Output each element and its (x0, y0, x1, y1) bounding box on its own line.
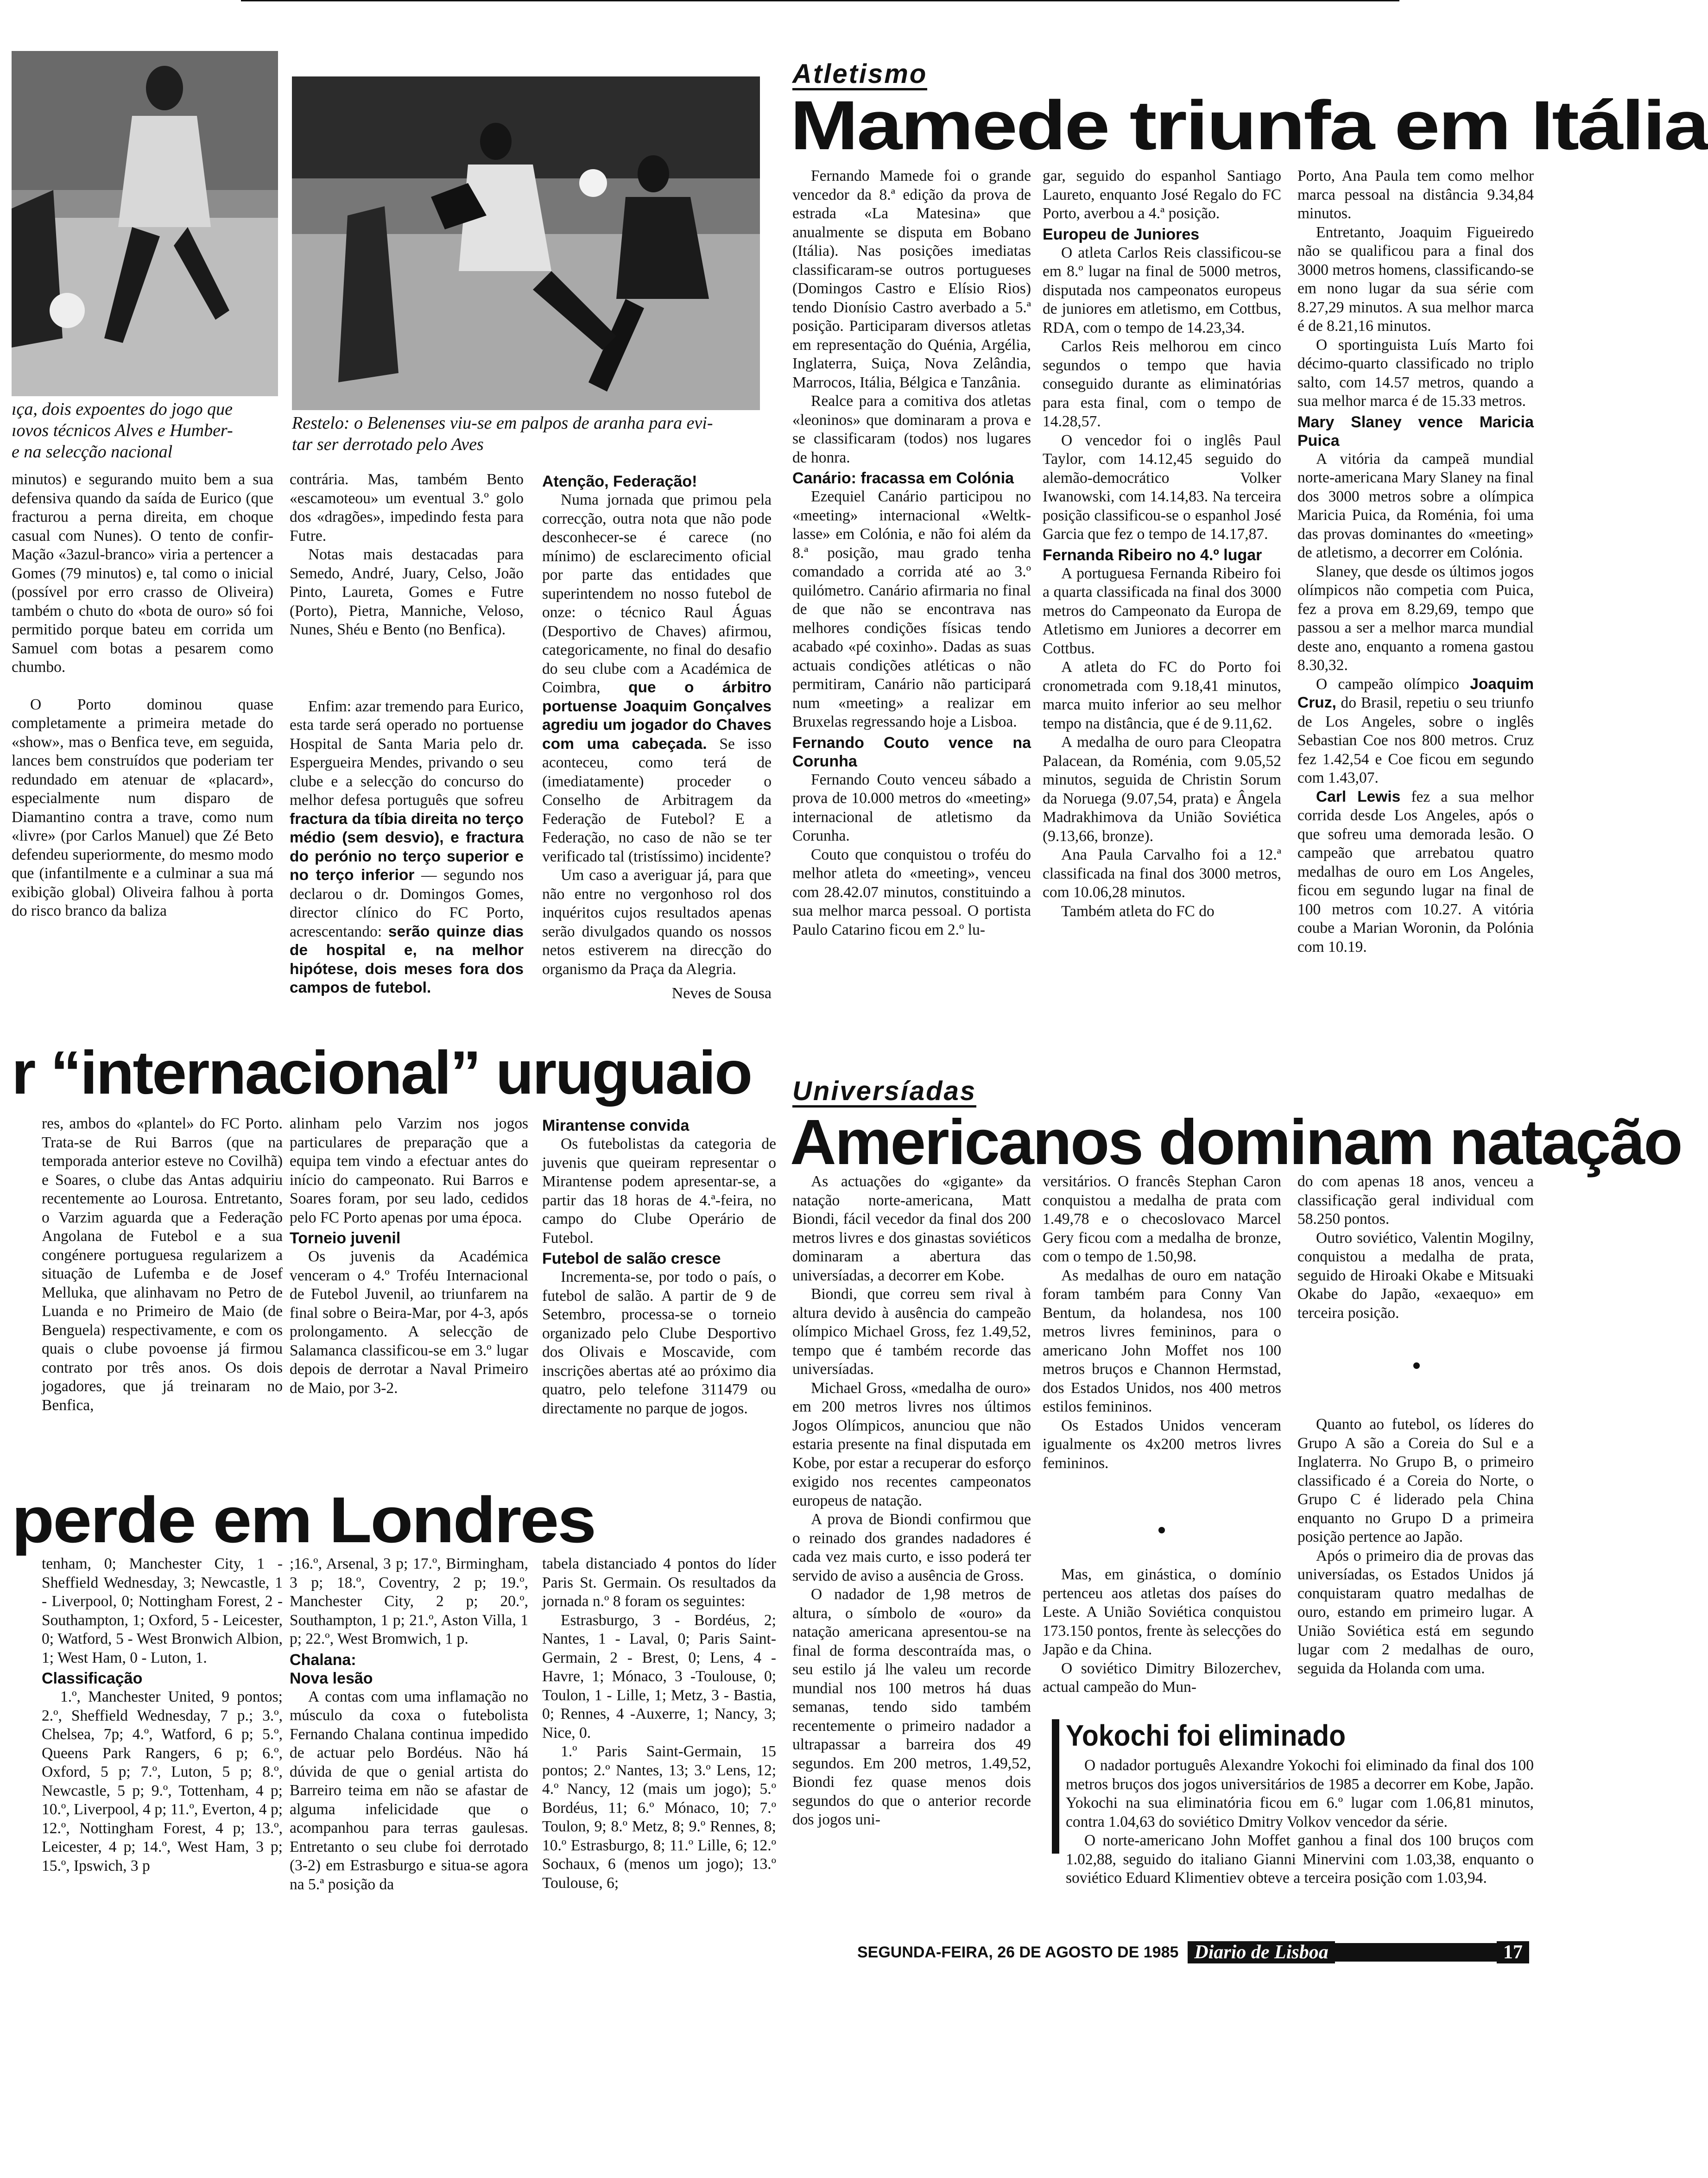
text-run: O campeão olímpico (1316, 675, 1470, 693)
paragraph: Slaney, que desde os últimos jogos olímpicos não competia com Puica, fez a prova em 8.29,69, tempo que passou a ser a melhor marca mundial deste ano, enquanto a romena gastou 8.30,32. (1297, 563, 1534, 674)
londres-headline: perde em Londres (12, 1483, 595, 1556)
paragraph: O norte-americano John Moffet ganhou a final dos 100 bruços com 1.02,88, seguido do italiano Gianni Minervini com 1.03,38, enquanto o soviético Eduard Klimentiev obteve a terceira posição com 1.03,94. (1066, 1832, 1534, 1887)
paragraph: alinham pelo Varzim nos jogos particulares de preparação que a equipa tem vindo a efectuar antes do início do campeonato. Rui Barros e Soares foram, por seu lado, cedidos pelo FC Porto apenas por uma época. (290, 1115, 528, 1226)
paragraph: tabela distanciado 4 pontos do líder Paris St. Germain. Os resultados da jornada n.º 8 foram os seguintes: (542, 1555, 776, 1610)
paragraph: res, ambos do «plantel» do FC Porto. Trata-se de Rui Barros (que na temporada anterior esteve no Covilhã) e Soares, o clube das Antas adquiriu recentemente ao Lourosa. Entretanto, o Varzim aguarda que a Federação Angolana de Futebol e a sua congénere portuguesa regularizem a situação de Lufemba e de Josef Melluka, que alinhavam no Petro de Luanda e no Primeiro de Maio (de Benguela) respectivamente, e com os quais o clube povoense já firmou contrato por três anos. Os dois jogadores, que já treinaram no Benfica, (42, 1115, 283, 1414)
porto-story-col1 (12, 470, 273, 1029)
paragraph: Fernando Couto venceu sábado a prova de 10.000 metros do «meeting» internacional de atletismo da Corunha. (792, 771, 1031, 844)
paragraph: ;16.º, Arsenal, 3 p; 17.º, Birmingham, 3 p; 18.º, Coventry, 2 p; 19.º, Manchester City, 2 p; 20.º, Southampton, 1 p; 21.º, Aston Villa, 1 p; 22.º, West Bromwich, 1 p. (290, 1555, 528, 1647)
caption-line: ıça, dois expoentes do jogo que (12, 399, 233, 419)
text-run-bold: serão quinze dias de hospital e, na melhor hipótese, dois meses fora dos campos de futebol. (290, 923, 524, 996)
text-run-bold: Carl Lewis (1316, 788, 1401, 805)
section-subhead: Torneio juvenil (290, 1229, 401, 1247)
paragraph: Também atleta do FC do (1061, 902, 1215, 920)
caption-line: e na selecção nacional (12, 442, 173, 462)
section-subhead: Europeu de Juniores (1043, 225, 1200, 243)
paragraph: A medalha de ouro para Cleopatra Palacean, da Roménia, com 9.05,52 minutos, seguida de Christin Sorum da Noruega (9.07,54, prata) e Ângela Madrakhimova da União Soviética (9.13,66, bronze). (1043, 734, 1281, 845)
section-subhead: Mirantense convida (542, 1117, 690, 1134)
paragraph: Após o primeiro dia de provas das universíadas, os Estados Unidos já conquistaram quatro medalhas de ouro, estando em primeiro lugar. A União Soviética está em segundo lugar com 2 medalhas de ouro, seguida da Holanda com uma. (1297, 1547, 1534, 1677)
paragraph: tenham, 0; Manchester City, 1 -Sheffield Wednesday, 3; Newcastle, 1 - Liverpool, 0; Nottingham Forest, 2 - Southampton, 1; Oxford, 5 - Leicester, 0; Watford, 5 - West Bronwich Albion, 1; West Ham, 0 - Luton, 1. (42, 1555, 283, 1666)
paragraph: O soviético Dimitry Bilozerchev, actual campeão do Mun- (1043, 1659, 1281, 1696)
paragraph: O Porto dominou quase completamente a primeira metade do «show», mas o Benfica teve, em seguida, lances bem construídos que poderiam ter redundado em atenuar de «placard», especialmente num disparo de Diamantino contra a trave, como num «livre» (por Carlos Manuel) que Zé Beto defendeu superiormente, do mesmo modo que (infantilmente e a culminar a sua má exibição global) Oliveira falhou à porta do risco branco da baliza (12, 696, 273, 919)
text-run: do Brasil, repetiu o seu triunfo de Los Angeles, sobre o inglês Sebastian Coe nos 800 metros. Cruz fez 1.42,54 e Coe ficou em segundo com 1.43,07. (1297, 694, 1534, 786)
paragraph (542, 491, 772, 866)
section-subhead: Futebol de salão cresce (542, 1250, 721, 1267)
author-signature: Neves de Sousa (671, 985, 772, 1002)
atletismo-kicker: Atletismo (792, 60, 927, 90)
paragraph: contrária. Mas, também Bento «escamoteou» um eventual 3.º golo dos «dragões», impedindo festa para Futre. (290, 471, 524, 544)
londres-col2 (290, 1555, 528, 2102)
belenenses-match-image (292, 76, 760, 410)
paragraph: Fernando Mamede foi o grande vencedor da 8.ª edição da prova de estrada «La Matesina» que anualmente se disputa em Bobano (Itália). Nas posições imediatas classificaram-se outros portugueses (Domingos Castro e Elísio Rios) tendo Dionísio Castro averbado a 5.ª posição. Participaram diversos atletas em representação do Quénia, Argélia, Inglaterra, Suiça, Nova Zelândia, Marrocos, Itália, Bélgica e Tanzânia. (792, 167, 1031, 391)
photo-right-caption (292, 412, 778, 455)
uruguaio-headline: r “internacional” uruguaio (12, 1038, 752, 1107)
paragraph: Couto que conquistou o troféu do melhor atleta do «meeting», venceu com 28.42.07 minutos, constituindo a sua melhor marca pessoal. O portista Paulo Catarino ficou em 2.º lu- (792, 846, 1031, 938)
paragraph (1297, 788, 1534, 957)
yokochi-box-bar (1052, 1719, 1059, 1854)
footer-date: SEGUNDA-FEIRA, 26 DE AGOSTO DE 1985 (857, 1943, 1179, 1961)
atletismo-headline: Mamede triunfa em Itália (790, 86, 1708, 164)
universiadas-col1 (792, 1172, 1031, 1960)
text-run: Enfim: azar tremendo para Eurico, esta tarde será operado no portuense Hospital de Santa Maria pelo dr. Espergueira Mendes, privando o seu clube e a selecção do concurso do melhor defesa português que sofreu (290, 697, 524, 809)
separator-bullet (1158, 1527, 1165, 1533)
soccer-player-image (12, 51, 278, 396)
paragraph: do com apenas 18 anos, venceu a classificação geral individual com 58.250 pontos. (1297, 1173, 1534, 1228)
atletismo-col2 (1043, 167, 1281, 1066)
photo-right (292, 76, 760, 410)
paragraph: Quanto ao futebol, os líderes do Grupo A são a Coreia do Sul e a Inglaterra. No Grupo B, o primeiro classificado é a Coreia do Norte, o Grupo C é liderado pela China enquanto no Grupo D a primeira posição pertence ao Japão. (1297, 1416, 1534, 1545)
text-run: Se isso aconteceu, como terá de (imediatamente) proceder o Conselho de Arbitragem da Federação de Futebol? E a Federação, no caso de não se ter verificado tal (tristíssimo) incidente? (542, 735, 772, 865)
caption-line: ıovos técnicos Alves e Humber- (12, 421, 233, 440)
text-run: Numa jornada que primou pela correcção, outra nota que não pode desconhecer-se é carece (no mínimo) de esclarecimento oficial por parte das entidades que superintendem no nosso futebol de onze: o técnico Raul Águas (Desportivo de Chaves) afirmou, categoricamente, no final do desafio do seu clube com a Académica de Coimbra, (542, 491, 772, 696)
paragraph: minutos) e segurando muito bem a sua defensiva quando da saída de Eurico (que fracturou a perna direita, em choque casual com Nunes). O tento de confir-Mação «3azul-branco» viria a pertencer a Gomes (79 minutos) e, tal como o inicial (possível por erro crasso de Oliveira) também o chuto do «bota de ouro» só foi permitido porque bateu em corrida um Samuel com botas a pesarem como chumbo. (12, 471, 273, 676)
paragraph: Notas mais destacadas para Semedo, André, Juary, Celso, João Pinto, Laureta, Gomes e Futre (Porto), Pietra, Manniche, Veloso, Nunes, Shéu e Bento (no Benfica). (290, 546, 524, 638)
text-run: fez a sua melhor corrida desde Los Angeles, após o que sofreu uma demorada lesão. O campeão que arrebatou quatro medalhas de ouro em Los Angeles, ficou em segundo lugar na final de 100 metros com 10.27. A vitória coube a Marian Woronin, da Polónia com 10.19. (1297, 788, 1534, 956)
footer-masthead: Diario de Lisboa (1188, 1941, 1335, 1963)
section-subhead: Classificação (42, 1670, 143, 1687)
paragraph: Os futebolistas da categoria de juvenis que queiram representar o Mirantense podem apresentar-se, a partir das 18 horas de 4.ª-feira, no campo do Clube Operário de Futebol. (542, 1135, 776, 1247)
atletismo-col3 (1297, 167, 1534, 1066)
universiadas-col2 (1043, 1172, 1281, 1728)
section-subhead: Canário: fracassa em Colónia (792, 469, 1014, 487)
paragraph: Outro soviético, Valentin Mogilny, conquistou a medalha de prata, seguido de Hiroaki Okabe e Mitsuaki Okabe do Japão, «exaequo» em terceira posição. (1297, 1229, 1534, 1322)
paragraph: Realce para a comitiva dos atletas «leoninos» que dominaram a prova e se classificaram (todos) nos lugares de honra. (792, 393, 1031, 466)
paragraph: As medalhas de ouro em natação foram também para Conny Van Bentum, da holandesa, nos 100 metros livres femininos, para o americano John Moffet nos 100 metros bruços e Channon Hermstad, dos Estados Unidos, nos 400 metros estilos femininos. (1043, 1266, 1281, 1415)
universiadas-headline: Americanos dominam natação (790, 1107, 1682, 1178)
separator-bullet (1413, 1362, 1420, 1369)
section-subhead: Atenção, Federação! (542, 473, 697, 490)
universiadas-kicker: Universíadas (792, 1077, 976, 1108)
paragraph: Porto, Ana Paula tem como melhor marca pessoal na distância 9.34,84 minutos. (1297, 167, 1534, 222)
paragraph: O nadador português Alexandre Yokochi foi eliminado da final dos 100 metros bruços dos jogos universitários de 1985 a decorrer em Kobe, Japão. Yokochi na sua eliminatória ficou em 6.º lugar com 1.06,81 minutos, contra 1.04,63 do soviético Dmitry Volkov vencedor da série. (1066, 1757, 1534, 1830)
porto-story-col2 (290, 470, 524, 1029)
paragraph: As actuações do «gigante» da natação norte-americana, Matt Biondi, fácil vecedor da final dos 200 metros livres e dos ginastas soviéticos dominaram a abertura das universíadas, a decorrer em Kobe. (792, 1173, 1031, 1284)
paragraph: Os juvenis da Académica venceram o 4.º Troféu Internacional de Futebol Juvenil, ao triunfarem na final sobre o Beira-Mar, por 4-3, após prolongamento. A selecção de Salamanca classificou-se em 3.º lugar depois de derrotar a Naval Primeiro de Maio, por 3-2. (290, 1248, 528, 1397)
porto-story-col3 (542, 470, 772, 1029)
paragraph: Um caso a averiguar já, para que não entre no vergonhoso rol dos inquéritos cujos resultados apenas serão divulgados quando os nossos netos estiverem na direcção do organismo da Praça da Alegria. (542, 867, 772, 978)
paragraph (1297, 675, 1534, 788)
atletismo-col1 (792, 167, 1031, 1066)
paragraph: O sportinguista Luís Marto foi décimo-quarto classificado no triplo salto, com 14.57 metros, quando a sua melhor marca é de 15.33 metros. (1297, 336, 1534, 410)
paragraph: O vencedor foi o inglês Paul Taylor, com 14.12,45 seguido do alemão-democrático Volker Iwanowski, com 14.14,83. Na terceira posição classificou-se o espanhol José Garcia que fez o tempo de 14.17,87. (1043, 431, 1281, 543)
londres-col3 (542, 1555, 776, 2102)
paragraph: O nadador de 1,98 metros de altura, o símbolo de «ouro» da natação americana apresentou-se na final de forma descontraída mas, o seu estilo já lhe valeu um recorde mundial nos 100 metros há duas semanas, tendo sido também recentemente o primeiro nadador a ultrapassar a barreira dos 49 segundos. Em 200 metros, 1.49,52, Biondi fez quase menos dois segundos do que o anterior recorde dos jogos uni- (792, 1586, 1031, 1828)
paragraph: A contas com uma inflamação no músculo da coxa o futebolista Fernando Chalana continua impedido de actuar pelo Bordéus. Não há dúvida de que o genial artista do Barreiro teima em não se afastar de alguma infelicidade que o acompanhou para terras gaulesas. Entretanto o seu clube foi derrotado (3-2) em Estrasburgo e situa-se agora na 5.ª posição da (290, 1688, 528, 1893)
section-subhead: Nova lesão (290, 1669, 373, 1687)
paragraph: Michael Gross, «medalha de ouro» em 200 metros livres nos últimos Jogos Olímpicos, anunciou que não estaria presente na final disputada em Kobe, por estar a recuperar do esforço exigido nos recentes campeonatos europeus de natação. (792, 1379, 1031, 1509)
caption-line: Restelo: o Belenenses viu-se em palpos de aranha para evi- (292, 413, 713, 433)
text-run-bold: fractura da tíbia direita no terço médio (sem desvio), e fractura do perónio no terço superior e no terço inferior (290, 810, 524, 884)
photo-left-caption (12, 399, 278, 462)
section-subhead: Fernando Couto vence na Corunha (792, 734, 1031, 770)
section-subhead: Chalana: (290, 1651, 356, 1669)
paragraph: Carlos Reis melhorou em cinco segundos o tempo que havia conseguido durante as eliminatórias para esta final, com o tempo de 14.28,57. (1043, 338, 1281, 430)
paragraph: Os Estados Unidos venceram igualmente os 4x200 metros livres femininos. (1043, 1417, 1281, 1472)
section-subhead: Fernanda Ribeiro no 4.º lugar (1043, 546, 1262, 564)
paragraph: 1.º Paris Saint-Germain, 15 pontos; 2.º Nantes, 13; 3.º Lens, 12; 4.º Nancy, 12 (mais um jogo); 5.º Bordéus, 11; 6.º Mónaco, 10; 7.º Toulon, 9; 8.º Metz, 8; 9.º Rennes, 8; 10.º Estrasburgo, 8; 11.º Lille, 6; 12.º Sochaux, 6 (menos um jogo); 13.º Toulouse, 6; (542, 1743, 776, 1892)
paragraph: gar, seguido do espanhol Santiago Laureto, enquanto José Regalo do FC Porto, averbou a 4.ª posição. (1043, 167, 1281, 222)
section-subhead: Mary Slaney vence Maricia Puica (1297, 413, 1534, 450)
page-number: 17 (1497, 1941, 1529, 1963)
text-run: — segundo nos declarou o dr. Domingos Gomes, director clínico do FC Porto, acrescentando: (290, 867, 524, 940)
text-run-bold: Joaquim Cruz, (1297, 675, 1534, 711)
photo-left (12, 51, 278, 396)
paragraph: versitários. O francês Stephan Caron conquistou a medalha de prata com 1.49,78 e o checoslovaco Marcel Gery ficou com a medalha de bronze, com o tempo de 1.50,98. (1043, 1173, 1281, 1265)
paragraph: 1.º, Manchester United, 9 pontos; 2.º, Sheffield Wednesday, 7 p.; 3.º, Chelsea, 7p; 4.º, Watford, 6 p; 5.º, Queens Park Rangers, 6 p; 6.º, Oxford, 5 p; 7.º, Luton, 5 p; 8.º, Newcastle, 5 p; 9.º, Tottenham, 4 p; 10.º, Liverpool, 4 p; 11.º, Everton, 4 p; 12.º, Nottingham Forest, 4 p; 13.º, Leicester, 4 p; 14.º, West Ham, 3 p; 15.º, Ipswich, 3 p (42, 1688, 283, 1874)
yokochi-body (1066, 1756, 1534, 1887)
paragraph: Mas, em ginástica, o domínio pertenceu aos atletas dos países do Leste. A União Soviética conquistou 173.150 pontos, frente às selecções do Japão e da China. (1043, 1566, 1281, 1658)
paragraph: Ana Paula Carvalho foi a 12.ª classificada na final dos 3000 metros, com 10.06,28 minutos. (1043, 846, 1281, 901)
londres-col1 (42, 1555, 283, 2102)
paragraph: Biondi, que correu sem rival à altura devido à ausência do campeão olímpico Michael Gross, fez 1.49,52, tempo que é também recorde das universíadas. (792, 1285, 1031, 1378)
paragraph: A prova de Biondi confirmou que o reinado dos grandes nadadores é cada vez mais curto, e isso poderá ter servido de aviso a ausência de Gross. (792, 1511, 1031, 1584)
paragraph (290, 697, 524, 998)
paragraph: A atleta do FC do Porto foi cronometrada com 9.18,41 minutos, marca muito inferior ao seu melhor tempo na distância, que é de 9.11,62. (1043, 658, 1281, 732)
paragraph: Ezequiel Canário participou no «meeting» internacional «Weltk-lasse» em Colónia, e não foi além da 8.ª posição, mau grado tenha comandado a corrida até ao 3.º quilómetro. Canário afirmaria no final de que não se encontrava nas melhores condições físicas tendo acabado «pé coxinho». Dadas as suas actuais condições atléticas o não permitiram, Canário não participará num «meeting» a realizar em Bruxelas regressando hoje a Lisboa. (792, 488, 1031, 730)
paragraph: Estrasburgo, 3 - Bordéus, 2; Nantes, 1 - Laval, 0; Paris Saint-Germain, 2 - Brest, 0; Lens, 4 - Havre, 1; Mónaco, 3 -Toulouse, 0; Toulon, 1 - Lille, 1; Metz, 3 - Bastia, 0; Rennes, 4 -Auxerre, 1; Nancy, 3; Nice, 0. (542, 1611, 776, 1741)
caption-line: tar ser derrotado pelo Aves (292, 435, 484, 454)
paragraph: Entretanto, Joaquim Figueiredo não se qualificou para a final dos 3000 metros homens, classificando-se em nono lugar da sua série com 8.27,29 minutos. A sua melhor marca é de 8.21,16 minutos. (1297, 223, 1534, 335)
top-rule (241, 0, 1399, 1)
footer-bar (1335, 1943, 1497, 1962)
paragraph: O atleta Carlos Reis classificou-se em 8.º lugar na final de 5000 metros, disputada nos campeonatos europeus de juniores em atletismo, em Cottbus, RDA, com o tempo de 14.23,34. (1043, 244, 1281, 336)
yokochi-headline: Yokochi foi eliminado (1066, 1719, 1346, 1752)
paragraph: A portuguesa Fernanda Ribeiro foi a quarta classificada na final dos 3000 metros do Campeonato da Europa de Atletismo em Juniores a decorrer em Cottbus. (1043, 564, 1281, 657)
paragraph: A vitória da campeã mundial norte-americana Mary Slaney na final dos 3000 metros sobre a olímpica Maricia Puica, da Roménia, foi uma das provas dominantes do «meeting» de atletismo, a decorrer em Colónia. (1297, 450, 1534, 561)
text-run-bold: que o árbitro portuense Joaquim Gonçalves agrediu um jogador do Chaves com uma cabeçada. (542, 679, 772, 753)
page-footer (857, 1941, 1529, 1964)
paragraph: Incrementa-se, por todo o país, o futebol de salão. A partir de 9 de Setembro, processa-se o torneio organizado pelo Clube Desportivo dos Olivais e Moscavide, com inscrições abertas até ao próximo dia quatro, pelo telefone 311479 ou directamente no parque de jogos. (542, 1268, 776, 1417)
universiadas-col3 (1297, 1172, 1534, 1728)
